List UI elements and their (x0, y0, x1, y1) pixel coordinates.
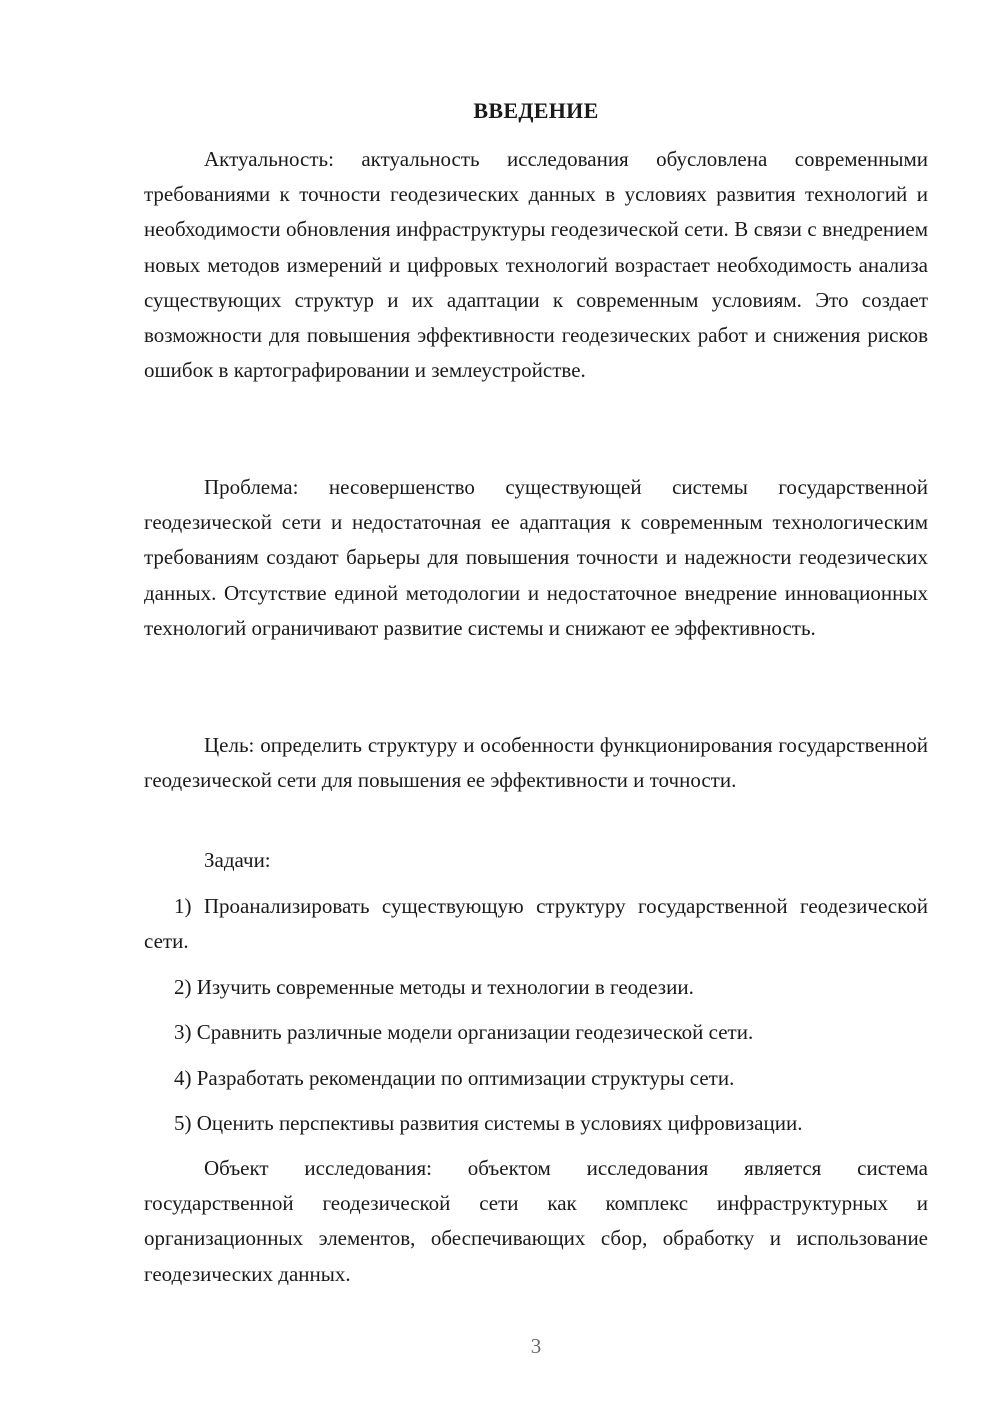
task-item-3: 3) Сравнить различные модели организации геодезической сети. (174, 1020, 754, 1044)
task-item-4: 4) Разработать рекомендации по оптимизации структуры сети. (174, 1066, 735, 1090)
task-item-1: 1) Проанализировать существующую структуру государственной геодезической сети. (144, 894, 928, 954)
paragraph-problem: Проблема: несовершенство существующей системы государственной геодезической сети и недостаточная ее адаптация к современным технологическим требованиям создают барьеры для повышения точности и надежности геодезических данных. Отсутствие единой методологии и недостаточное внедрение инновационных технологий ограничивают развитие системы и снижают ее эффективность. (144, 475, 928, 640)
paragraph-goal: Цель: определить структуру и особенности функционирования государственной геодезической сети для повышения ее эффективности и точности. (144, 733, 928, 793)
task-item-5: 5) Оценить перспективы развития системы в условиях цифровизации. (174, 1111, 803, 1135)
page-number: 3 (530, 1334, 542, 1358)
paragraph-relevance: Актуальность: актуальность исследования обусловлена современными требованиями к точности геодезических данных в условиях развития технологий и необходимости обновления инфраструктуры геодезической сети. В связи с внедрением новых методов измерений и цифровых технологий возрастает необходимость анализа существующих структур и их адаптации к современным условиям. Это создает возможности для повышения эффективности геодезических работ и снижения рисков ошибок в картографировании и землеустройстве. (144, 147, 928, 383)
tasks-heading: Задачи: (204, 848, 271, 872)
section-title: ВВЕДЕНИЕ (473, 98, 599, 123)
task-item-2: 2) Изучить современные методы и технологии в геодезии. (174, 975, 694, 999)
paragraph-object: Объект исследования: объектом исследования является система государственной геодезической сети как комплекс инфраструктурных и организационных элементов, обеспечивающих сбор, обработку и использование геодезических данных. (144, 1156, 928, 1286)
